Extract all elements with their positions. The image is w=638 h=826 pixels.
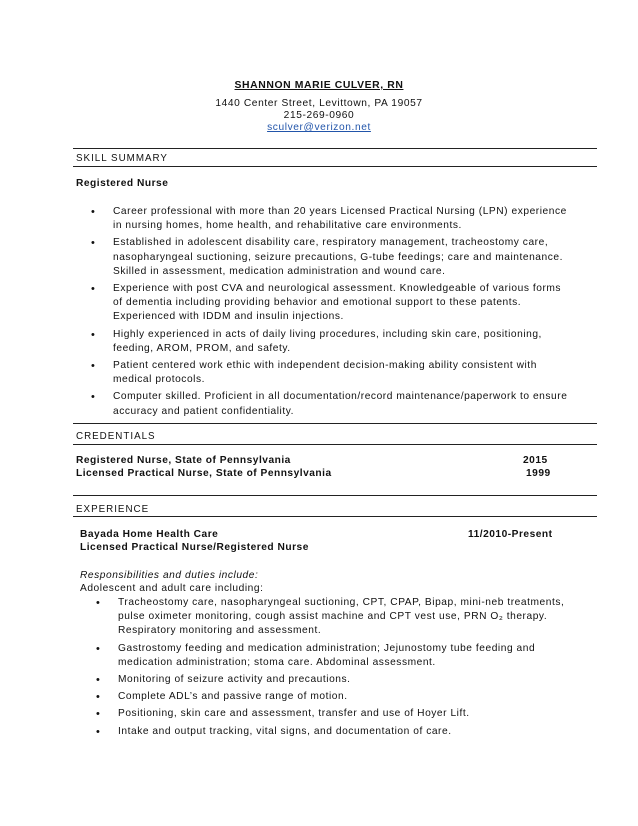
- list-item: • Established in adolescent disability care, respiratory management, tracheostomy care, nasopharyngeal suctioning, seizure precautions, G-tube feedings; care and maintenance. Skilled in assessment, medication administration and wound care.: [91, 237, 563, 277]
- bullet-icon: •: [91, 360, 96, 373]
- bullet-icon: •: [96, 725, 101, 738]
- bullet-icon: •: [96, 597, 101, 609]
- section-rule: [73, 423, 597, 424]
- skill-summary-list: [91, 205, 571, 422]
- list-item: • Complete ADL’s and passive range of motion.: [96, 691, 348, 704]
- section-title-credentials: CREDENTIALS: [76, 431, 156, 442]
- list-item: • Highly experienced in acts of daily living procedures, including skin care, positioning, feeding, AROM, PROM, and safety.: [91, 328, 542, 354]
- list-item: • Career professional with more than 20 years Licensed Practical Nursing (LPN) experience in nursing homes, home health, and rehabilitative care environments.: [91, 206, 567, 232]
- bullet-icon: •: [91, 206, 96, 218]
- credential-year: 1999: [526, 468, 551, 479]
- list-item: • Experience with post CVA and neurological assessment. Knowledgeable of various forms of dementia including providing behavior and emotional support to these patents. Experienced with IDDM and insulin injections.: [91, 283, 562, 323]
- employment-dates: 11/2010-Present: [468, 529, 553, 540]
- section-title-skill-summary: SKILL SUMMARY: [76, 153, 168, 164]
- bullet-icon: •: [91, 283, 96, 296]
- list-item: • Tracheostomy care, nasopharyngeal suctioning, CPT, CPAP, Bipap, mini-neb treatments, pulse oximeter monitoring, cough assist machine and CPT vest use, PRN O₂ therapy. Respiratory monitoring and assessment.: [96, 597, 565, 637]
- section-rule: [73, 166, 597, 167]
- candidate-name: SHANNON MARIE CULVER, RN: [234, 80, 404, 91]
- list-item: • Patient centered work ethic with independent decision-making ability consistent with medical protocols.: [91, 360, 537, 386]
- list-item: • Computer skilled. Proficient in all documentation/record maintenance/paperwork to ensure accuracy and patient confidentiality.: [91, 391, 568, 417]
- list-item: • Intake and output tracking, vital signs, and documentation of care.: [96, 725, 452, 738]
- candidate-email-link[interactable]: sculver@verizon.net: [267, 122, 371, 133]
- credential-label: Licensed Practical Nurse, State of Pennsylvania: [76, 468, 332, 479]
- bullet-icon: •: [96, 674, 101, 687]
- candidate-address: 1440 Center Street, Levittown, PA 19057: [215, 98, 423, 109]
- candidate-phone: 215-269-0960: [283, 110, 355, 121]
- bullet-icon: •: [96, 708, 101, 721]
- bullet-icon: •: [91, 237, 96, 250]
- credential-year: 2015: [523, 455, 548, 466]
- job-role: Licensed Practical Nurse/Registered Nurse: [80, 542, 309, 553]
- bullet-icon: •: [91, 391, 96, 404]
- list-item: • Monitoring of seizure activity and precautions.: [96, 674, 351, 687]
- section-rule: [73, 148, 597, 149]
- section-title-experience: EXPERIENCE: [76, 504, 150, 515]
- section-rule: [73, 444, 597, 445]
- responsibilities-heading: Responsibilities and duties include:: [80, 570, 259, 581]
- skill-summary-subtitle: Registered Nurse: [76, 178, 169, 189]
- care-line: Adolescent and adult care including:: [80, 583, 264, 594]
- credential-label: Registered Nurse, State of Pennsylvania: [76, 455, 291, 466]
- list-item: • Positioning, skin care and assessment, transfer and use of Hoyer Lift.: [96, 708, 470, 721]
- list-item: • Gastrostomy feeding and medication administration; Jejunostomy tube feeding and medication administration; stoma care. Abdominal assessment.: [96, 642, 536, 668]
- bullet-icon: •: [91, 328, 96, 341]
- bullet-icon: •: [96, 691, 101, 704]
- employer-name: Bayada Home Health Care: [80, 529, 219, 540]
- section-rule: [73, 516, 597, 517]
- bullet-icon: •: [96, 642, 101, 655]
- section-rule: [73, 495, 597, 496]
- experience-duties-list: [96, 596, 566, 742]
